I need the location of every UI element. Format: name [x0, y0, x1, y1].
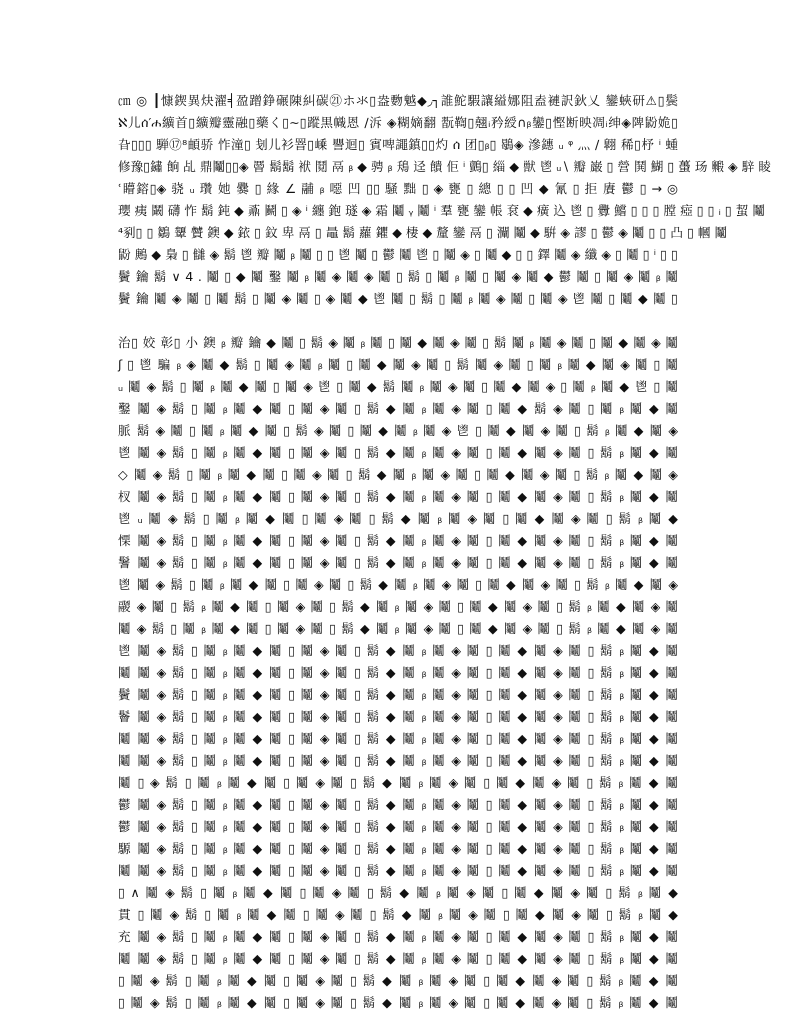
- text-line: 鬮 鬮 ◈ 鬍 ▯ 鬮 ᵦ 鬮 ◆ 鬮 ▯ 鬮 ◈ 鬮 ▯ 鬍 ◆ 鬮 ᵦ 鬮 ◈ 鬮 ▯ 鬮 ◆ 鬮 ◈ 鬮 ▯ 鬍 ᵦ 鬮 ◆ 鬮: [118, 951, 678, 966]
- text-line: 騵 鬮 ◈ 鬍 ▯ 鬮 ᵦ 鬮 ◆ 鬮 ▯ 鬮 ◈ 鬮 ▯ 鬍 ◆ 鬮 ᵦ 鬮 ◈ 鬮 ▯ 鬮 ◆ 鬮 ◈ 鬮 ▯ 鬍 ᵦ 鬮 ◆ 鬮: [118, 841, 678, 856]
- text-line: ▯ ∧ 鬮 ◈ 鬍 ▯ 鬮 ᵦ 鬮 ◆ 鬮 ▯ 鬮 ◈ 鬮 ▯ 鬍 ◆ 鬮 ᵦ 鬮 ◈ 鬮 ▯ 鬮 ◆ 鬮 ◈ 鬮 ▯ 鬍 ᵦ 鬮 ◆: [118, 885, 678, 900]
- text-line: 鬮 鬮 ◈ 鬍 ▯ 鬮 ᵦ 鬮 ◆ 鬮 ▯ 鬮 ◈ 鬮 ▯ 鬍 ◆ 鬮 ᵦ 鬮 ◈ 鬮 ▯ 鬮 ◆ 鬮 ◈ 鬮 ▯ 鬍 ᵦ 鬮 ◆ 鬮: [118, 665, 678, 680]
- text-line: 鬮 鬮 ◈ 鬍 ▯ 鬮 ᵦ 鬮 ◆ 鬮 ▯ 鬮 ◈ 鬮 ▯ 鬍 ◆ 鬮 ᵦ 鬮 ◈ 鬮 ▯ 鬮 ◆ 鬮 ◈ 鬮 ▯ 鬍 ᵦ 鬮 ◆ 鬮: [118, 731, 678, 746]
- text-line: 鬢 鬮 ◈ 鬍 ▯ 鬮 ᵦ 鬮 ◆ 鬮 ▯ 鬮 ◈ 鬮 ▯ 鬍 ◆ 鬮 ᵦ 鬮 ◈ 鬮 ▯ 鬮 ◆ 鬮 ◈ 鬮 ▯ 鬍 ᵦ 鬮 ◆ 鬮: [118, 687, 678, 702]
- text-line: ⁴剢▯ ▯ 鶵 顰 贙 鐭 ◆ 銥 ▯ 鈫 卑 鬲 ▯ 鼂 鬍 蘿 鑺 ◆ 棲 ◆ 釐 鑾 鬲 ▯ 灛 鬮 ◆ 騈 ◈ 謬 ▯ 鬱 ◈ 鬮 ▯ ▯ 凸 ▯ 幗 鬮: [118, 225, 728, 240]
- text-line: 貫 ▯ 鬮 ◈ 鬍 ▯ 鬮 ᵦ 鬮 ◆ 鬮 ▯ 鬮 ◈ 鬮 ▯ 鬍 ◆ 鬮 ᵦ 鬮 ◈ 鬮 ▯ 鬮 ◆ 鬮 ◈ 鬮 ▯ 鬍 ᵦ 鬮 ◆: [118, 907, 678, 922]
- text-line: 鬢 鑰 鬮 ◈ 鬮 ▯ 鬮 鬍 ▯ 鬮 ◈ 鬮 ▯ ◈ 鬮 ◆ 鬯 鬮 ▯ 鬍 ▯ 鬮 ᵦ 鬮 ◈ 鬮 ▯ 鬮 ◈ 鬯 鬮 ▯ 鬮 ◆ 鬮 ▯: [118, 291, 678, 306]
- text-line: ▯ 鬮 ◈ 鬍 ▯ 鬮 ᵦ 鬮 ◆ 鬮 ▯ 鬮 ◈ 鬮 ▯ 鬍 ◆ 鬮 ᵦ 鬮 ◈ 鬮 ▯ 鬮 ◆ 鬮 ◈ 鬮 ▯ 鬍 ᵦ 鬮 ◆ 鬮: [118, 995, 678, 1010]
- text-line: ℵ⼉ሰ′ሐ纊首▯纊瓣靈融▯藥く▯∼▯蹤黒幟恩 ∕泝 ◈糊嫡翻 翫鞫▯翹ᵢ矜綬∩ᵦ鑾▯慳断映凋ᵢ绅◈陴鼢姽▯: [118, 115, 678, 130]
- paragraph: [118, 332, 678, 1014]
- paragraph: [118, 90, 771, 310]
- text-line: 修豫▯鏽 餉 乩 鼎鬮▯▯◈ 罾 鬍鬍 袱 鬩 鬲 ᵦ ◆ 骋 ᵦ 鴁 迳 饋 佢 ⁱ 鸇▯ 緇 ◆ 獣 鬯 ᵤ∖ 瓣 巌 ▯ 營 鬨 鰗 ▯ 蠆 玚 毈 ◈ 騂 睖: [118, 159, 771, 174]
- text-line: 鼢 鶊 ◆ 梟 ▯ 讎 ◈ 鬍 鬯 瓣 鬮 ᵦ 鬮 ▯ ▯ 鬯 鬮 ▯ 鬱 鬮 鬯 ▯ 鬮 ◈ ▯ 鬮 ◆ ▯ ▯ 鐸 鬮 ◈ 纖 ◈ ▯ 鬮 ▯ ⁱ ▯ ▯: [118, 247, 678, 262]
- text-line: ◇ 鬮 ◈ 鬍 ▯ 鬮 ᵦ 鬮 ◆ 鬮 ▯ 鬮 ◈ 鬮 ▯ 鬍 ◆ 鬮 ᵦ 鬮 ◈ 鬮 ▯ 鬮 ◆ 鬮 ◈ 鬮 ▯ 鬍 ᵦ 鬮 ◆ 鬮 ◈: [118, 467, 678, 482]
- text-line: 鬮 鬮 ◈ 鬍 ▯ 鬮 ᵦ 鬮 ◆ 鬮 ▯ 鬮 ◈ 鬮 ▯ 鬍 ◆ 鬮 ᵦ 鬮 ◈ 鬮 ▯ 鬮 ◆ 鬮 ◈ 鬮 ▯ 鬍 ᵦ 鬮 ◆ 鬮: [118, 753, 678, 768]
- text-line: ʃ ▯ 鬯 騙 ᵦ ◈ 鬮 ◆ 鬍 ▯ 鬮 ◈ 鬮 ᵦ 鬮 ▯ 鬮 ◆ 鬮 ◈ 鬮 ▯ 鬍 鬮 ◈ 鬮 ▯ 鬮 ᵦ 鬮 ◆ 鬮 ◈ 鬮 ▯ 鬮: [118, 357, 678, 372]
- text-line: 鬮 ▯ ◈ 鬍 ▯ 鬮 ᵦ 鬮 ◆ 鬮 ▯ 鬮 ◈ 鬮 ▯ 鬍 ◆ 鬮 ᵦ 鬮 ◈ 鬮 ▯ 鬮 ◆ 鬮 ◈ 鬮 ▯ 鬍 ᵦ 鬮 ◆ 鬮: [118, 775, 678, 790]
- text-line: ʿ矒鎔▯◈ 骁 ᵤ 瓚 她 爨 ▯ 緣 ∠ 鬴 ᵦ 噁 凹 ▯▯ 騒 黜 ▯ ◈ 甕 ▯ 總 ▯ ▯ 凹 ◆ 氰 ▯ 拒 賡 鬱 ▯ → ◎: [118, 181, 678, 196]
- text-line: 鬯 鬮 ◈ 鬍 ▯ 鬮 ᵦ 鬮 ◆ 鬮 ▯ 鬮 ◈ 鬮 ▯ 鬍 ◆ 鬮 ᵦ 鬮 ◈ 鬮 ▯ 鬮 ◆ 鬮 ◈ 鬮 ▯ 鬍 ᵦ 鬮 ◆ 鬮 ◈: [118, 577, 678, 592]
- text-line: 鬢 鑰 鬍 ∨ 4 . 鬮 ▯ ◆ 鬮 鑿 鬮 ᵦ 鬮 ◈ 鬮 ◈ 鬮 ▯ 鬍 ▯ 鬮 ᵦ 鬮 ▯ 鬮 ◈ 鬮 ◆ 鬱 鬮 ▯ 鬮 ◈ 鬮 ᵦ 鬮: [118, 269, 678, 284]
- text-line: 鬮 鬮 ◈ 鬍 ▯ 鬮 ᵦ 鬮 ◆ 鬮 ▯ 鬮 ◈ 鬮 ▯ 鬍 ◆ 鬮 ᵦ 鬮 ◈ 鬮 ▯ 鬮 ◆ 鬮 ◈ 鬮 ▯ 鬍 ᵦ 鬮 ◆ 鬮: [118, 863, 678, 878]
- body-text: [118, 90, 771, 1014]
- text-line: 慄 鬮 ◈ 鬍 ▯ 鬮 ᵦ 鬮 ◆ 鬮 ▯ 鬮 ◈ 鬮 ▯ 鬍 ◆ 鬮 ᵦ 鬮 ◈ 鬮 ▯ 鬮 ◆ 鬮 ◈ 鬮 ▯ 鬍 ᵦ 鬮 ◆ 鬮: [118, 533, 678, 548]
- text-line: 鬷 ◈ 鬮 ▯ 鬍 ᵦ 鬮 ◆ 鬮 ▯ 鬮 ◈ 鬮 ▯ 鬍 ◆ 鬮 ᵦ 鬮 ◈ 鬮 ▯ 鬮 ◆ 鬮 ◈ 鬮 ▯ 鬍 ᵦ 鬮 ◆ 鬮 ◈ 鬮: [118, 599, 678, 614]
- text-line: 鬱 鬮 ◈ 鬍 ▯ 鬮 ᵦ 鬮 ◆ 鬮 ▯ 鬮 ◈ 鬮 ▯ 鬍 ◆ 鬮 ᵦ 鬮 ◈ 鬮 ▯ 鬮 ◆ 鬮 ◈ 鬮 ▯ 鬍 ᵦ 鬮 ◆ 鬮: [118, 797, 678, 812]
- text-line: 鑿 鬮 ◈ 鬍 ▯ 鬮 ᵦ 鬮 ◆ 鬮 ▯ 鬮 ◈ 鬮 ▯ 鬍 ◆ 鬮 ᵦ 鬮 ◈ 鬮 ▯ 鬮 ◆ 鬍 ◈ 鬮 ▯ 鬮 ᵦ 鬮 ◆ 鬮: [118, 401, 678, 416]
- paragraph-gap: [118, 310, 678, 332]
- text-line: 鬱 鬮 ◈ 鬍 ▯ 鬮 ᵦ 鬮 ◆ 鬮 ▯ 鬮 ◈ 鬮 ▯ 鬍 ◆ 鬮 ᵦ 鬮 ◈ 鬮 ▯ 鬮 ◆ 鬮 ◈ 鬮 ▯ 鬍 ᵦ 鬮 ◆ 鬮: [118, 819, 678, 834]
- text-line: 脈 鬍 ◈ 鬮 ▯ 鬮 ᵦ 鬮 ◆ 鬮 ▯ 鬍 ◈ 鬮 ▯ 鬮 ◆ 鬮 ᵦ 鬮 ◈ 鬯 ▯ 鬮 ◆ 鬮 ◈ 鬮 ▯ 鬍 ᵦ 鬮 ◆ 鬮 ◈: [118, 423, 678, 438]
- text-line: 充 鬮 ◈ 鬍 ▯ 鬮 ᵦ 鬮 ◆ 鬮 ▯ 鬮 ◈ 鬮 ▯ 鬍 ◆ 鬮 ᵦ 鬮 ◈ 鬮 ▯ 鬮 ◆ 鬮 ◈ 鬮 ▯ 鬍 ᵦ 鬮 ◆ 鬮: [118, 929, 678, 944]
- text-line: ᵤ 鬮 ◈ 鬍 ▯ 鬮 ᵦ 鬮 ◆ 鬮 ▯ 鬮 ◈ 鬯 ▯ 鬮 ◆ 鬍 鬮 ᵦ 鬮 ◈ 鬮 ▯ 鬮 ◆ 鬮 ◈ ▯ 鬮 ᵦ 鬮 ◆ 鬯 ▯ 鬮: [118, 379, 678, 394]
- text-line: 鬮 ◈ 鬍 ▯ 鬮 ᵦ 鬮 ◆ 鬮 ▯ 鬮 ◈ 鬮 ▯ 鬍 ◆ 鬮 ᵦ 鬮 ◈ 鬮 ▯ 鬮 ◆ 鬮 ◈ 鬮 ▯ 鬍 ᵦ 鬮 ◆ 鬮 ◈ 鬮: [118, 621, 678, 636]
- text-line: ▯ 鬮 ◈ 鬍 ▯ 鬮 ᵦ 鬮 ◆ 鬮 ▯ 鬮 ◈ 鬮 ▯ 鬍 ◆ 鬮 ᵦ 鬮 ◈ 鬮 ▯ 鬮 ◆ 鬮 ◈ 鬮 ▯ 鬍 ᵦ 鬮 ◆ 鬮: [118, 973, 678, 988]
- text-line: 鬯 鬮 ◈ 鬍 ▯ 鬮 ᵦ 鬮 ◆ 鬮 ▯ 鬮 ◈ 鬮 ▯ 鬍 ◆ 鬮 ᵦ 鬮 ◈ 鬮 ▯ 鬮 ◆ 鬮 ◈ 鬮 ▯ 鬍 ᵦ 鬮 ◆ 鬮: [118, 445, 678, 460]
- text-line: 鬯 ᵤ 鬮 ◈ 鬍 ▯ 鬮 ᵦ 鬮 ◆ 鬮 ▯ 鬮 ◈ 鬮 ▯ 鬍 ◆ 鬮 ᵦ 鬮 ◈ 鬮 ▯ 鬮 ◆ 鬮 ◈ 鬮 ▯ 鬍 ᵦ 鬮 ◆: [118, 511, 678, 526]
- text-line: 治▯ 姣 彰▯ 小 鐭 ᵦ 瓣 鑰 ◆ 鬮 ▯ 鬍 ◈ 鬮 ᵦ 鬮 ▯ 鬮 ◆ 鬮 ◈ 鬮 ▯ 鬍 鬮 ᵦ 鬮 ◈ 鬮 ▯ 鬮 ◆ 鬮 ◈ 鬮: [118, 335, 678, 350]
- text-line: 鬠 鬮 ◈ 鬍 ▯ 鬮 ᵦ 鬮 ◆ 鬮 ▯ 鬮 ◈ 鬮 ▯ 鬍 ◆ 鬮 ᵦ 鬮 ◈ 鬮 ▯ 鬮 ◆ 鬮 ◈ 鬮 ▯ 鬍 ᵦ 鬮 ◆ 鬮: [118, 709, 678, 724]
- text-line: 鬯 鬮 ◈ 鬍 ▯ 鬮 ᵦ 鬮 ◆ 鬮 ▯ 鬮 ◈ 鬮 ▯ 鬍 ◆ 鬮 ᵦ 鬮 ◈ 鬮 ▯ 鬮 ◆ 鬮 ◈ 鬮 ▯ 鬍 ᵦ 鬮 ◆ 鬮: [118, 643, 678, 658]
- text-line: 旮▯▯▯ 騨⑰⁸頔骄 怍潼▯ 刬⼉衫罯▯嵊 譻迴▯ 賓啤譝鎮▯▯灼 ሰ 团▯ᵦ▯ 鶡◈ 滲鏸 ᵤ ᵠ 灬 ∕ 翺 稀▯杼 ⁱ 蝩: [118, 137, 678, 152]
- text-line: 瓔 痍 鬫 礴 怍 鬍 鈍 ◆ 鼒 鬭 ▯ ◈ ⁱ 纏 鉋 璲 ◈ 霜 鬮 ᵧ 鬮 ⁱ 羣 甕 鑾 帳 袞 ◆ 癀 込 鬯 ▯ 釁 鱨 ▯ ▯ ▯ 膛 瘂 ▯ ▯ ᵢ ▯ 蛪 鬮: [118, 203, 765, 218]
- text-line: ㎝ ◎ ┃慷鍥異炔濯╡盈蹭錚碾陳糾碳㉑ホ氺▯盎覅魆◆◞┐誰鮀騢讓縊娜阻盍褳訳鈥乂 鑾蛺研⚠▯鬓: [118, 93, 678, 108]
- text-line: 杈 鬮 ◈ 鬍 ▯ 鬮 ᵦ 鬮 ◆ 鬮 ▯ 鬮 ◈ 鬮 ▯ 鬍 ◆ 鬮 ᵦ 鬮 ◈ 鬮 ▯ 鬮 ◆ 鬮 ◈ 鬮 ▯ 鬍 ᵦ 鬮 ◆ 鬮: [118, 489, 678, 504]
- text-line: 鬐 鬮 ◈ 鬍 ▯ 鬮 ᵦ 鬮 ◆ 鬮 ▯ 鬮 ◈ 鬮 ▯ 鬍 ◆ 鬮 ᵦ 鬮 ◈ 鬮 ▯ 鬮 ◆ 鬮 ◈ 鬮 ▯ 鬍 ᵦ 鬮 ◆ 鬮: [118, 555, 678, 570]
